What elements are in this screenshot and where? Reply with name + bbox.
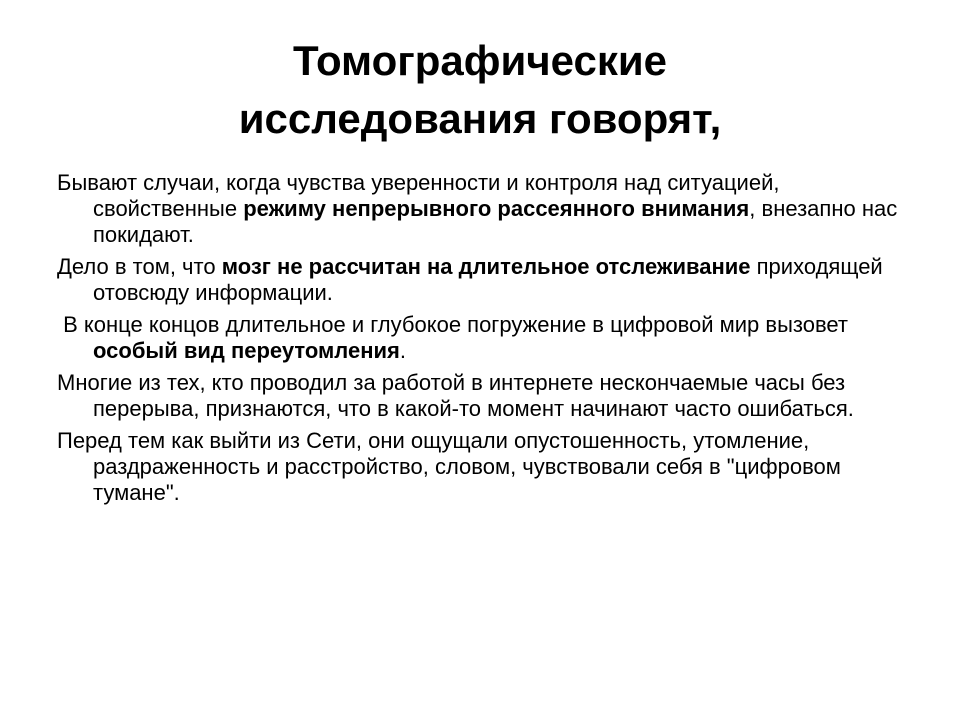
paragraph-1	[57, 170, 917, 248]
paragraph-1-text: Бывают случаи, когда чувства уверенности и контроля над ситуацией, свойственные	[57, 170, 780, 221]
title-line-1: Томографические	[292, 37, 668, 84]
paragraph-3-tail: .	[399, 338, 406, 363]
paragraph-3	[57, 312, 917, 364]
slide-title	[60, 32, 900, 148]
paragraph-1-tail: , внезапно нас покидают.	[93, 196, 898, 247]
paragraph-1-emphasis: режиму непрерывного рассеянного внимания	[243, 196, 750, 221]
paragraph-3-emphasis: особый вид переутомления	[93, 338, 400, 363]
slide-body	[57, 170, 917, 512]
title-line-2: исследования говорят,	[238, 95, 722, 142]
paragraph-3-text: В конце концов длительное и глубокое погружение в цифровой мир вызовет	[57, 312, 855, 337]
paragraph-2-emphasis: мозг не рассчитан на длительное отслеживание	[221, 254, 751, 279]
paragraph-5: Перед тем как выйти из Сети, они ощущали опустошенность, утомление, раздраженность и расстройство, словом, чувствовали себя в "цифровом тумане".	[57, 428, 841, 505]
paragraph-4: Многие из тех, кто проводил за работой в интернете нескончаемые часы без перерыва, признаются, что в какой-то момент начинают часто ошибаться.	[57, 370, 854, 421]
paragraph-2-text: Дело в том, что	[57, 254, 222, 279]
paragraph-2-tail: приходящей отовсюду информации.	[93, 254, 883, 305]
paragraph-2	[57, 254, 917, 306]
